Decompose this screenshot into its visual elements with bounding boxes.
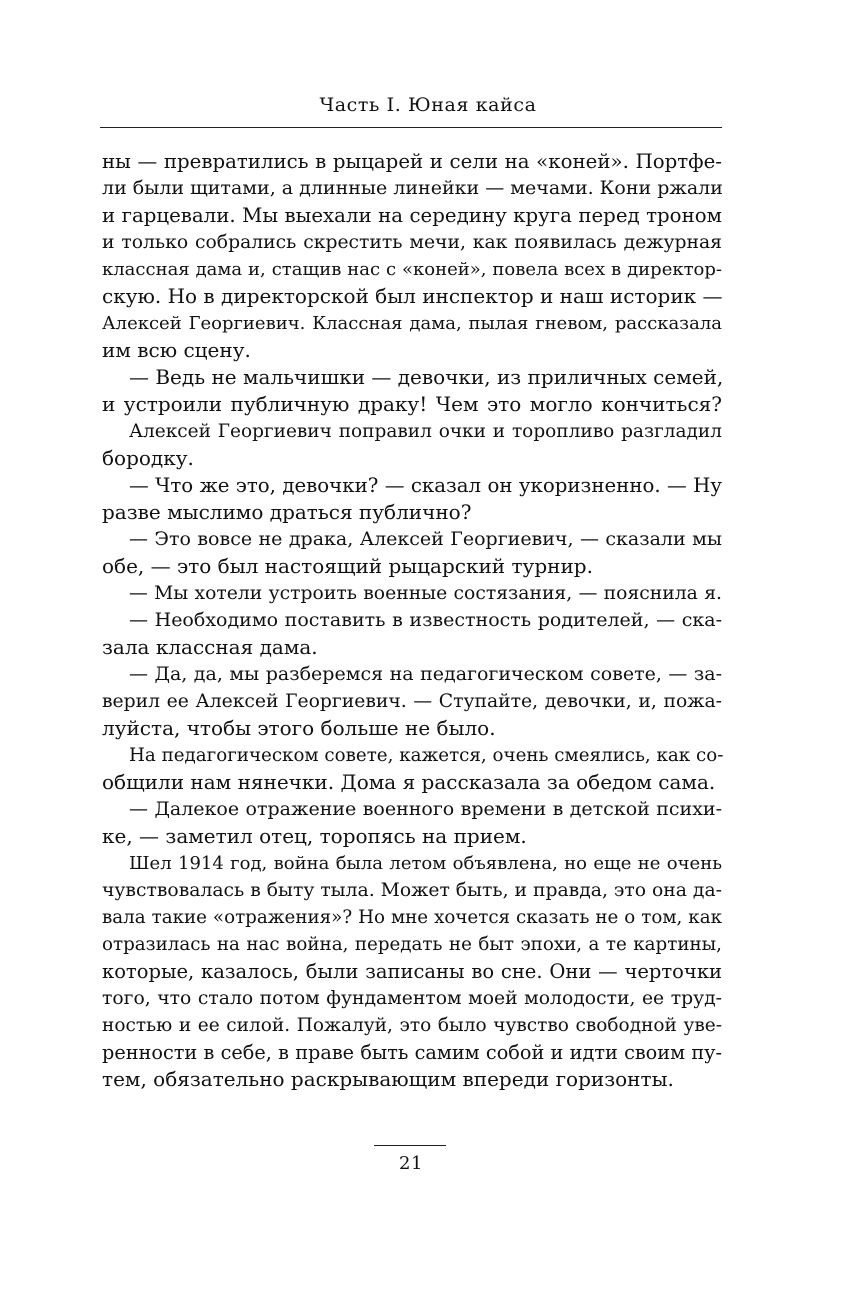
text-line: — Это вовсе не драка, Алексей Георгиевич, — сказали мы: [129, 528, 722, 550]
text-line: Алексей Георгиевич поправил очки и торопливо разгладил: [129, 421, 722, 442]
text-line: вала такие «отражения»? Но мне хочется сказать не о том, как: [102, 907, 722, 928]
text-line: которые, казалось, были записаны во сне. Они — черточки: [102, 960, 722, 983]
text-line: Шел 1914 год, война была летом объявлена, но еще не очень: [129, 853, 722, 874]
text-line: — Да, да, мы разберемся на педагогическом совете, — за-: [129, 663, 722, 685]
text-line: верил ее Алексей Георгиевич. — Ступайте, девочки, и, пожа-: [102, 691, 722, 712]
text-line: Алексей Георгиевич. Классная дама, пылая гневом, рассказала: [102, 313, 722, 334]
text-line: общили нам нянечки. Дома я рассказала за обедом сама.: [102, 770, 716, 794]
text-line: им всю сцену.: [102, 338, 251, 362]
text-line: отразилась на нас война, передать не быт эпохи, а те картины,: [102, 934, 722, 955]
text-line: обе, — это был настоящий рыцарский турнир.: [102, 554, 593, 578]
text-line: ностью и ее силой. Пожалуй, это было чувство свободной уве-: [102, 1015, 722, 1036]
text-line: ренности в себе, в праве быть самим собой и идти своим пу-: [102, 1041, 722, 1064]
text-line: — Необходимо поставить в известность родителей, — ска-: [129, 609, 722, 631]
header-divider: [100, 127, 722, 128]
text-line: скую. Но в директорской был инспектор и наш историк —: [102, 284, 723, 308]
text-line: — Мы хотели устроить военные состязания, — пояснила я.: [129, 583, 722, 604]
text-line: и устроили публичную драку! Чем это могло кончиться?: [102, 392, 722, 416]
text-line: и только собрались скрестить мечи, как появилась дежурная: [102, 232, 722, 253]
text-line: чувствовалась в быту тыла. Может быть, и правда, это она да-: [102, 880, 722, 901]
text-line: ны — превратились в рыцарей и сели на «коней». Портфе-: [102, 150, 722, 173]
text-line: луйста, чтобы этого больше не было.: [102, 716, 496, 740]
footer-divider: [374, 1145, 446, 1146]
text-line: — Далекое отражение военного времени в детской психи-: [129, 798, 722, 820]
text-line: ке, — заметил отец, торопясь на прием.: [102, 824, 527, 848]
text-line: зала классная дама.: [102, 635, 318, 659]
text-line: и гарцевали. Мы выехали на середину круга перед троном: [102, 204, 722, 227]
text-line: тем, обязательно раскрывающим впереди горизонты.: [102, 1067, 674, 1091]
text-line: бородку.: [102, 446, 194, 470]
running-title: Часть I. Юная кайса: [319, 94, 537, 116]
page-number: 21: [399, 1153, 423, 1174]
text-line: — Что же это, девочки? — сказал он укоризненно. — Ну: [129, 474, 722, 497]
text-line: того, что стало потом фундаментом моей молодости, ее труд-: [102, 988, 722, 1009]
text-line: — Ведь не мальчишки — девочки, из приличных семей,: [129, 365, 724, 389]
text-line: разве мыслимо драться публично?: [102, 500, 472, 524]
text-line: ли были щитами, а длинные линейки — мечами. Кони ржали: [102, 177, 723, 199]
text-line: классная дама и, стащив нас с «коней», повела всех в директор-: [102, 259, 722, 280]
text-line: На педагогическом совете, кажется, очень смеялись, как со-: [129, 745, 724, 766]
